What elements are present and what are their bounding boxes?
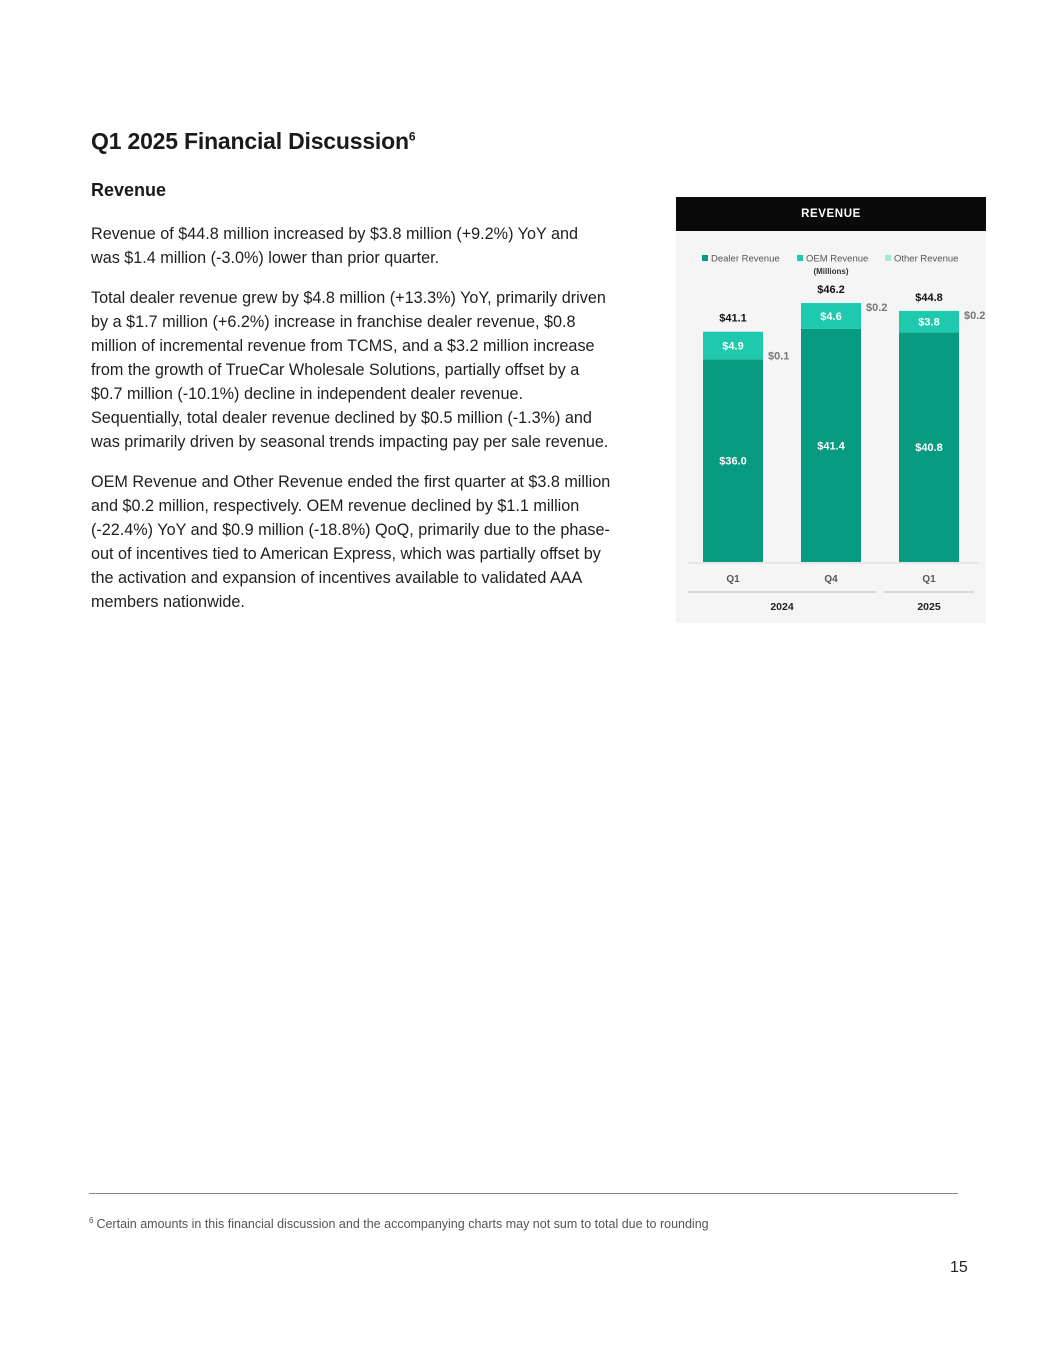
oem-value-label: $3.8 bbox=[918, 316, 940, 329]
footnote-text: Certain amounts in this financial discussion and the accompanying charts may not sum to total due to rounding bbox=[96, 1217, 709, 1231]
paragraph-revenue-summary: Revenue of $44.8 million increased by $3.8 million (+9.2%) YoY and was $1.4 million (-3.0%) lower than prior quarter. bbox=[91, 225, 578, 267]
revenue-chart bbox=[676, 197, 986, 623]
page-title-text: Q1 2025 Financial Discussion bbox=[91, 128, 409, 154]
footnote-mark: 6 bbox=[89, 1215, 94, 1225]
chart-units: (Millions) bbox=[813, 267, 849, 276]
page-title bbox=[91, 128, 415, 155]
legend-swatch-2 bbox=[797, 255, 803, 261]
category-tick-label: Q1 bbox=[922, 574, 936, 585]
other-value-label: $0.2 bbox=[866, 302, 888, 315]
footer-divider bbox=[89, 1193, 958, 1194]
other-value-label: $0.2 bbox=[964, 309, 986, 322]
category-tick-label: Q1 bbox=[726, 574, 740, 585]
chart-title: REVENUE bbox=[676, 197, 986, 231]
oem-value-label: $4.6 bbox=[820, 310, 842, 323]
legend-label-1: Dealer Revenue bbox=[711, 253, 780, 265]
paragraph-dealer-revenue: Total dealer revenue grew by $4.8 million (+13.3%) YoY, primarily driven by a $1.7 million (+6.2%) increase in franchise dealer revenue, $0.8 million of incremental revenue from TCMS, and a $3.2 million increase from the growth of TrueCar Wholesale Solutions, partially offset by a $0.7 million (-10.1%) decline in independent dealer revenue. Sequentially, total dealer revenue declined by $0.5 million (-1.3%) and was primarily driven by seasonal trends impacting pay per sale revenue. bbox=[91, 289, 609, 451]
category-tick-label: Q4 bbox=[824, 574, 838, 585]
legend-label-3: Other Revenue bbox=[894, 253, 959, 265]
total-value-label: $46.2 bbox=[817, 284, 845, 297]
body-text bbox=[91, 222, 611, 630]
paragraph-oem-other-revenue: OEM Revenue and Other Revenue ended the first quarter at $3.8 million and $0.2 million, respectively. OEM revenue declined by $1.1 million (-22.4%) YoY and $0.9 million (-18.8%) QoQ, primarily due to the phase-out of incentives tied to American Express, which was partially offset by the activation and expansion of incentives available to validated AAA members nationwide. bbox=[91, 473, 611, 611]
legend-swatch-1 bbox=[702, 255, 708, 261]
footnote-reference: 6 bbox=[408, 129, 416, 144]
group-label-2: 2025 bbox=[917, 601, 941, 613]
section-heading: Revenue bbox=[91, 180, 167, 200]
dealer-value-label: $36.0 bbox=[719, 455, 747, 468]
legend-label-2: OEM Revenue bbox=[806, 253, 869, 265]
page-number: 15 bbox=[950, 1259, 968, 1276]
legend-swatch-3 bbox=[885, 255, 891, 261]
oem-value-label: $4.9 bbox=[722, 340, 744, 353]
total-value-label: $44.8 bbox=[915, 291, 943, 304]
other-value-label: $0.1 bbox=[768, 350, 790, 363]
footnote bbox=[89, 1217, 709, 1231]
total-value-label: $41.1 bbox=[719, 312, 747, 325]
dealer-value-label: $41.4 bbox=[817, 440, 845, 453]
group-label-1: 2024 bbox=[770, 601, 794, 613]
dealer-value-label: $40.8 bbox=[915, 442, 943, 455]
revenue-chart-svg bbox=[676, 197, 986, 623]
